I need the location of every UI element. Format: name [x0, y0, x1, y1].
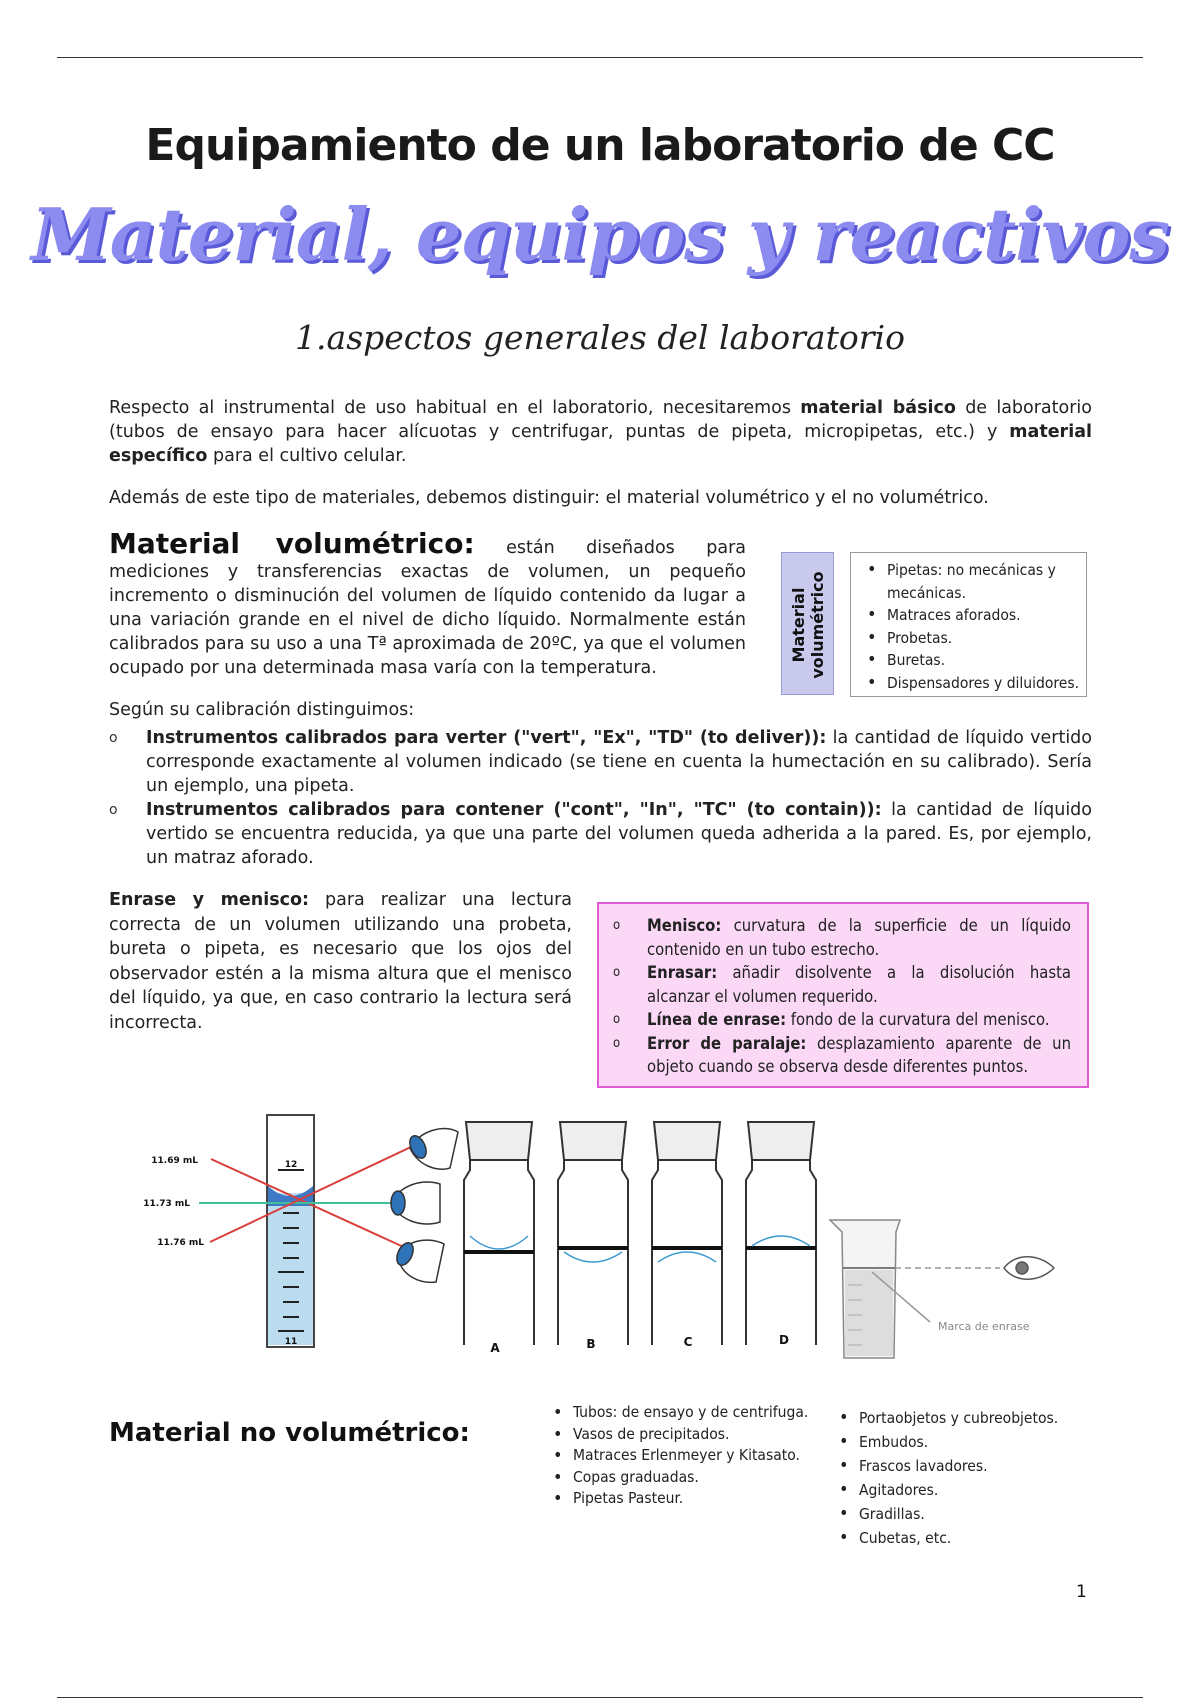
- volumetric-list: [863, 559, 1086, 694]
- list-item: • Agitadores.: [859, 1478, 1139, 1502]
- volumetric-side-label: [781, 552, 834, 695]
- tube-label-c: C: [683, 1335, 693, 1349]
- beaker-with-mark: [830, 1220, 1000, 1358]
- scale-top-label: 12: [284, 1160, 298, 1170]
- list-item: • Pipetas Pasteur.: [573, 1488, 843, 1510]
- page-number: 1: [1076, 1582, 1087, 1602]
- meniscus-figure: [0, 1100, 1200, 1360]
- reading-low: 11.76 mL: [157, 1238, 204, 1248]
- list-item: • Cubetas, etc.: [859, 1526, 1139, 1550]
- eye-icon: [394, 1240, 444, 1282]
- list-item-text: desplazamiento aparente de un objeto cuando se observa desde diferentes puntos.: [647, 1033, 1071, 1076]
- list-item: • Portaobjetos y cubreobjetos.: [859, 1406, 1139, 1430]
- list-item-text: la cantidad de líquido vertido corresponde exactamente al volumen indicado (se tiene en cuenta la humectación en su calibrado). Sería un ejemplo, una pipeta.: [146, 728, 1092, 796]
- list-item: [109, 798, 1092, 870]
- scale-bottom-label: 11: [284, 1337, 298, 1347]
- volumetric-heading: Material volumétrico:: [109, 527, 475, 560]
- list-item-text: fondo de la curvatura del menisco.: [786, 1010, 1050, 1029]
- meniscus-definitions-box: [597, 902, 1089, 1088]
- list-item: • Tubos: de ensayo y de centrifuga.: [573, 1402, 843, 1424]
- list-item: • Gradillas.: [859, 1502, 1139, 1526]
- intro-bold-basic: material básico: [800, 398, 956, 418]
- list-item: • Vasos de precipitados.: [573, 1424, 843, 1446]
- list-item-text: curvatura de la superficie de un líquido contenido en un tubo estrecho.: [647, 916, 1071, 959]
- eye-icon: [1004, 1257, 1054, 1280]
- volumetric-side-label-text: Material volumétrico: [789, 571, 827, 679]
- list-item: • Pipetas: no mecánicas y mecánicas.: [887, 559, 1086, 604]
- tube-b: [558, 1122, 628, 1345]
- list-item: • Dispensadores y diluidores.: [887, 672, 1086, 695]
- list-item-term: Enrasar:: [647, 963, 718, 982]
- volumetric-paragraph: [109, 527, 746, 680]
- intro-paragraph-2: Además de este tipo de materiales, debemos distinguir: el material volumétrico y el no volumétrico.: [109, 488, 989, 508]
- volumetric-list-box: [850, 552, 1087, 697]
- page-subtitle: Material, equipos y reactivos: [31, 192, 1169, 277]
- list-item-term: Instrumentos calibrados para contener ("cont", "In", "TC" (to contain)):: [146, 800, 882, 820]
- list-item: [613, 1008, 1071, 1032]
- list-item: • Embudos.: [859, 1430, 1139, 1454]
- meniscus-text: para realizar una lectura correcta de un volumen utilizando una probeta, bureta o pipeta, es necesario que los ojos del observador estén a la misma altura que el menisco del líquido, ya que, en caso contrario la lectura será incorrecta.: [109, 890, 572, 1033]
- tube-d: [746, 1122, 816, 1345]
- meniscus-definitions-list: [613, 914, 1071, 1079]
- list-item: • Matraces Erlenmeyer y Kitasato.: [573, 1445, 843, 1467]
- reading-high: 11.69 mL: [151, 1156, 198, 1166]
- list-item: • Probetas.: [887, 627, 1086, 650]
- section-title: 1.aspectos generales del laboratorio: [295, 318, 905, 357]
- list-item: • Frascos lavadores.: [859, 1454, 1139, 1478]
- calibration-list: [109, 726, 1092, 870]
- list-item: • Buretas.: [887, 649, 1086, 672]
- list-item-term: Error de paralaje:: [647, 1033, 807, 1053]
- bottom-rule: [57, 1697, 1143, 1698]
- list-item: • Copas graduadas.: [573, 1467, 843, 1489]
- list-item-term: Línea de enrase:: [647, 1010, 787, 1029]
- reading-level: 11.73 mL: [143, 1199, 190, 1209]
- tube-c: [652, 1122, 722, 1345]
- list-item: [613, 914, 1071, 961]
- tube-label-a: A: [490, 1341, 500, 1355]
- meniscus-heading: Enrase y menisco:: [109, 890, 310, 910]
- intro-text: para el cultivo celular.: [207, 446, 407, 466]
- list-item-term: Menisco:: [647, 916, 722, 935]
- tube-a: [464, 1122, 534, 1345]
- list-item-text: la cantidad de líquido vertido se encuentra reducida, ya que una parte del volumen queda adherida a la pared. Es, por ejemplo, un matraz aforado.: [146, 800, 1092, 868]
- list-item-text: añadir disolvente a la disolución hasta alcanzar el volumen requerido.: [647, 963, 1071, 1006]
- list-item: • Matraces aforados.: [887, 604, 1086, 627]
- non-volumetric-list-1: [549, 1402, 843, 1510]
- intro-text: de laboratorio (tubos de ensayo para hacer alícuotas y centrifugar, puntas de pipeta, micropipetas, etc.) y: [109, 398, 1092, 442]
- list-item: [109, 726, 1092, 798]
- intro-text: Respecto al instrumental de uso habitual en el laboratorio, necesitaremos: [109, 398, 801, 418]
- cylinder-liquid: [268, 1193, 313, 1345]
- tube-label-b: B: [586, 1337, 596, 1351]
- non-volumetric-list-2: [835, 1406, 1139, 1550]
- tube-label-d: D: [779, 1333, 789, 1347]
- list-item-term: Instrumentos calibrados para verter ("vert", "Ex", "TD" (to deliver)):: [146, 728, 827, 748]
- page-title: Equipamiento de un laboratorio de CC: [145, 120, 1055, 171]
- intro-bold-specific: material específico: [109, 422, 1092, 466]
- eye-icon: [391, 1182, 440, 1224]
- non-volumetric-heading: Material no volumétrico:: [109, 1418, 470, 1448]
- top-rule: [57, 57, 1143, 58]
- calibration-intro: Según su calibración distinguimos:: [109, 700, 415, 720]
- list-item: [613, 961, 1071, 1008]
- volumetric-text: están diseñados para mediciones y transferencias exactas de volumen, un pequeño incremento o disminución del volumen de líquido contenido da lugar a una variación grande en el nivel de dicho líquido. Normalmente están calibrados para su uso a una Tª aproximada de 20ºC, ya que el volumen ocupado por una determinada masa varía con la temperatura.: [109, 538, 746, 678]
- list-item: [613, 1032, 1071, 1079]
- meniscus-paragraph: [109, 888, 572, 1035]
- intro-paragraph-1: [109, 396, 1092, 468]
- mark-label: Marca de enrase: [938, 1320, 1030, 1333]
- eye-icon: [407, 1129, 458, 1170]
